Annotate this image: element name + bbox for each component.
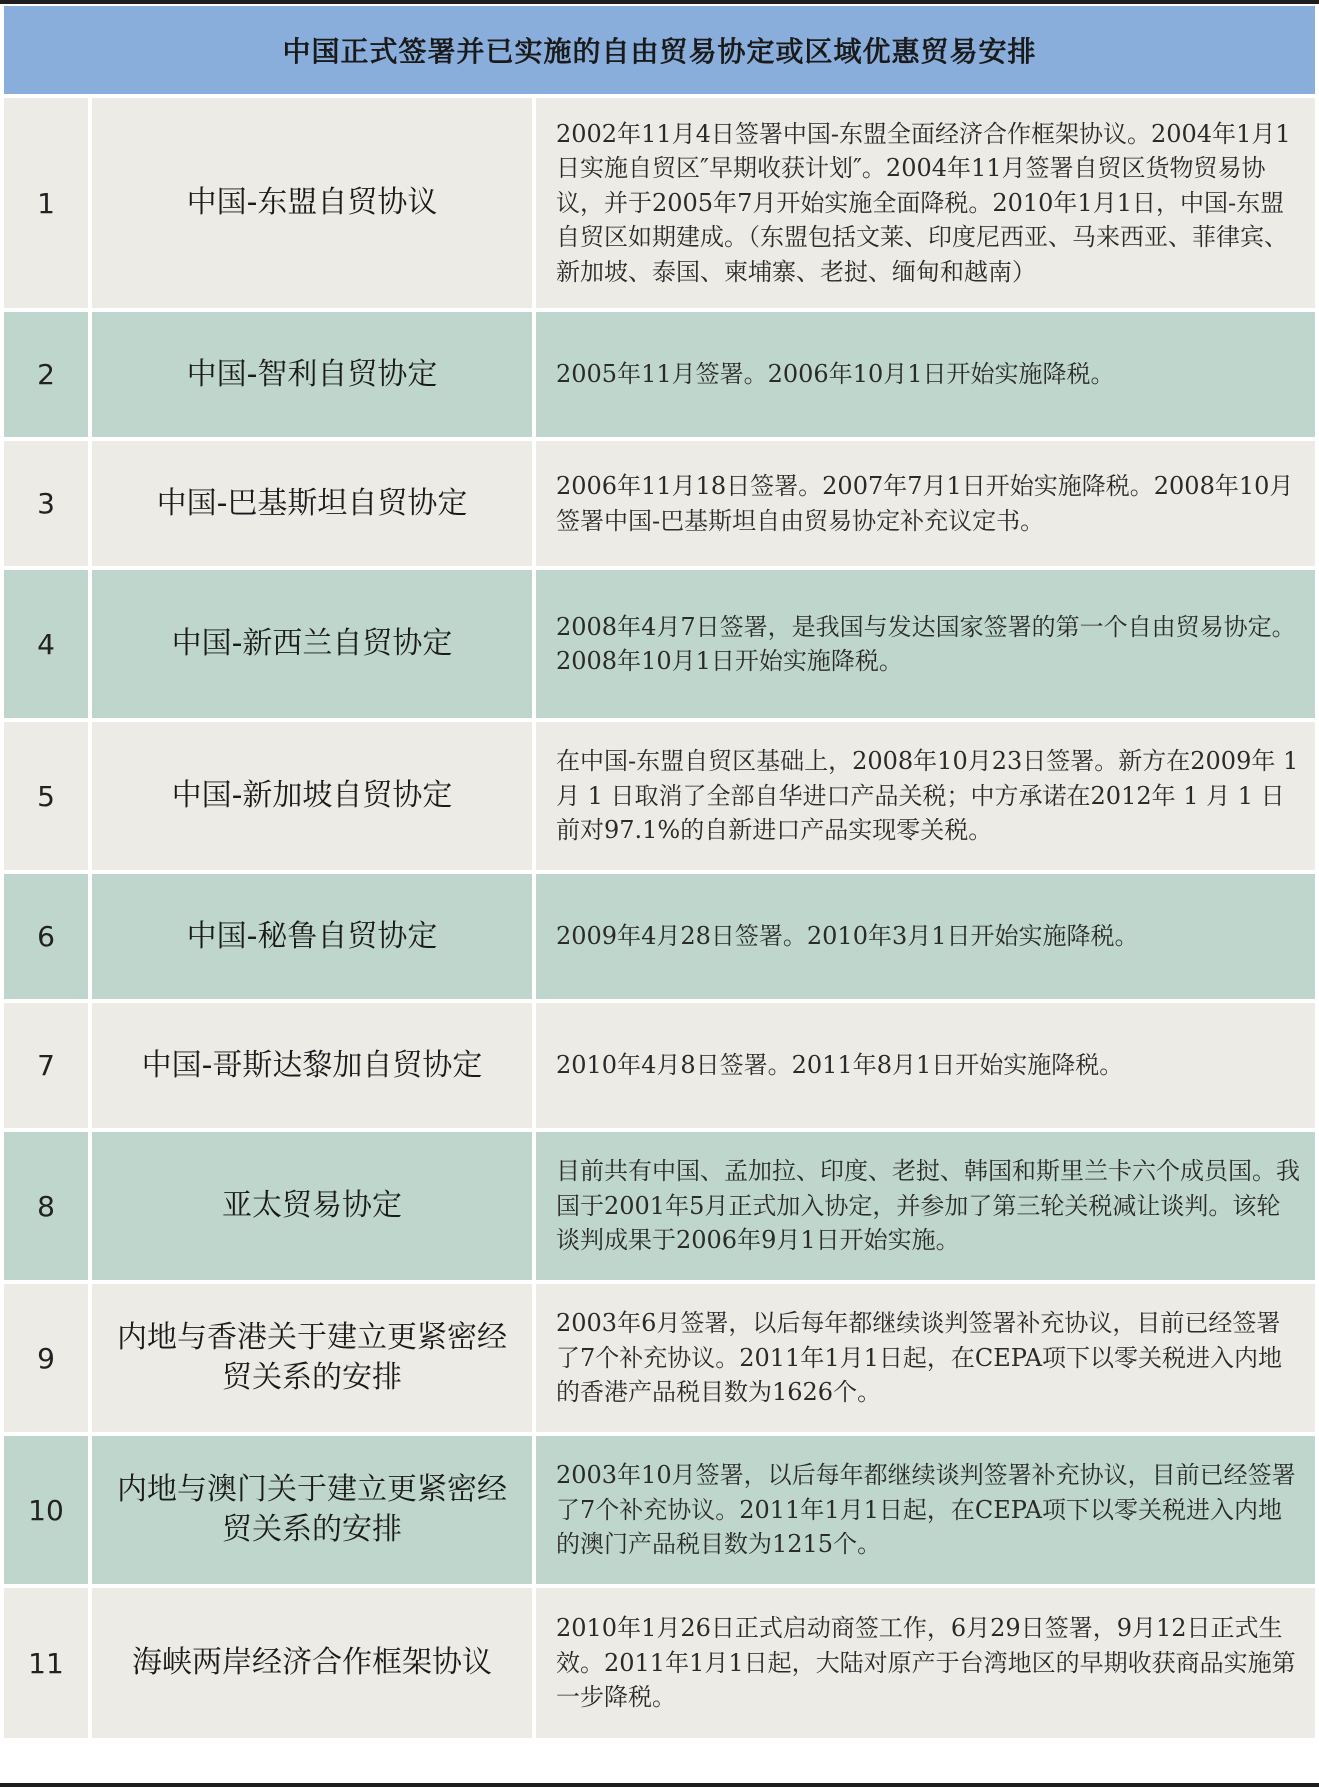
agreement-name: 中国-哥斯达黎加自贸协定 — [92, 1003, 532, 1128]
agreement-description: 2009年4月28日签署。2010年3月1日开始实施降税。 — [536, 874, 1315, 999]
table-row — [4, 312, 1315, 437]
agreement-name: 中国-新西兰自贸协定 — [92, 570, 532, 718]
fta-table — [0, 4, 1319, 1783]
agreement-description: 2003年6月签署，以后每年都继续谈判签署补充协议，目前已经签署了7个补充协议。2011年1月1日起，在CEPA项下以零关税进入内地的香港产品税目数为1626个。 — [536, 1284, 1315, 1432]
agreement-name: 海峡两岸经济合作框架协议 — [92, 1588, 532, 1738]
table-row — [4, 98, 1315, 308]
agreement-name: 中国-智利自贸协定 — [92, 312, 532, 437]
agreement-name: 中国-巴基斯坦自贸协定 — [92, 441, 532, 566]
agreement-description: 2010年1月26日正式启动商签工作，6月29日签署，9月12日正式生效。2011年1月1日起，大陆对原产于台湾地区的早期收获商品实施第一步降税。 — [536, 1588, 1315, 1738]
row-number: 10 — [4, 1436, 88, 1584]
agreement-name: 内地与澳门关于建立更紧密经贸关系的安排 — [92, 1436, 532, 1584]
agreement-name: 内地与香港关于建立更紧密经贸关系的安排 — [92, 1284, 532, 1432]
table-row — [4, 1588, 1315, 1738]
table-row — [4, 874, 1315, 999]
agreement-description: 2003年10月签署，以后每年都继续谈判签署补充协议，目前已经签署了7个补充协议。2011年1月1日起，在CEPA项下以零关税进入内地的澳门产品税目数为1215个。 — [536, 1436, 1315, 1584]
row-number: 7 — [4, 1003, 88, 1128]
table-title: 中国正式签署并已实施的自由贸易协定或区域优惠贸易安排 — [4, 6, 1315, 94]
table-row — [4, 441, 1315, 566]
agreement-description: 2010年4月8日签署。2011年8月1日开始实施降税。 — [536, 1003, 1315, 1128]
agreement-name: 亚太贸易协定 — [92, 1132, 532, 1280]
table-row — [4, 1436, 1315, 1584]
agreement-description: 2006年11月18日签署。2007年7月1日开始实施降税。2008年10月签署中国-巴基斯坦自由贸易协定补充议定书。 — [536, 441, 1315, 566]
table-row — [4, 1003, 1315, 1128]
table-row — [4, 570, 1315, 718]
agreement-name: 中国-新加坡自贸协定 — [92, 722, 532, 870]
agreement-name: 中国-东盟自贸协议 — [92, 98, 532, 308]
agreement-description: 2002年11月4日签署中国-东盟全面经济合作框架协议。2004年1月1日实施自贸区″早期收获计划″。2004年11月签署自贸区货物贸易协议，并于2005年7月开始实施全面降税。2010年1月1日，中国-东盟自贸区如期建成。（东盟包括文莱、印度尼西亚、马来西亚、菲律宾、新加坡、泰国、柬埔寨、老挝、缅甸和越南） — [536, 98, 1315, 308]
table-row — [4, 1132, 1315, 1280]
row-number: 6 — [4, 874, 88, 999]
agreement-description: 2008年4月7日签署，是我国与发达国家签署的第一个自由贸易协定。2008年10月1日开始实施降税。 — [536, 570, 1315, 718]
agreement-name: 中国-秘鲁自贸协定 — [92, 874, 532, 999]
agreement-description: 目前共有中国、孟加拉、印度、老挝、韩国和斯里兰卡六个成员国。我国于2001年5月正式加入协定，并参加了第三轮关税减让谈判。该轮谈判成果于2006年9月1日开始实施。 — [536, 1132, 1315, 1280]
row-number: 3 — [4, 441, 88, 566]
row-number: 2 — [4, 312, 88, 437]
table-row — [4, 1284, 1315, 1432]
row-number: 11 — [4, 1588, 88, 1738]
agreement-description: 2005年11月签署。2006年10月1日开始实施降税。 — [536, 312, 1315, 437]
row-number: 1 — [4, 98, 88, 308]
row-number: 4 — [4, 570, 88, 718]
agreement-description: 在中国-东盟自贸区基础上，2008年10月23日签署。新方在2009年 1 月 1 日取消了全部自华进口产品关税；中方承诺在2012年 1 月 1 日前对97.1%的自新进口产品实现零关税。 — [536, 722, 1315, 870]
row-number: 8 — [4, 1132, 88, 1280]
row-number: 9 — [4, 1284, 88, 1432]
row-number: 5 — [4, 722, 88, 870]
table-row — [4, 722, 1315, 870]
table-body — [4, 98, 1315, 1742]
